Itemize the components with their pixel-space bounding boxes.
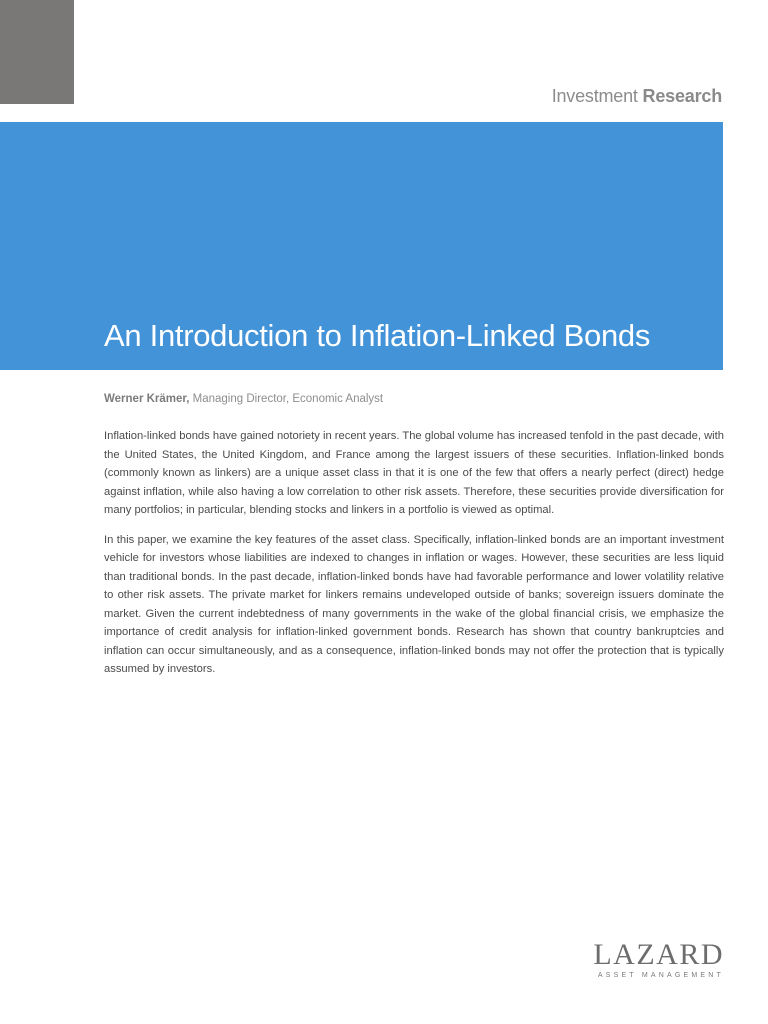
document-title bbox=[104, 318, 650, 354]
logo-subline: ASSET MANAGEMENT bbox=[597, 972, 724, 979]
author-line bbox=[104, 393, 383, 405]
lazard-logo bbox=[593, 940, 724, 979]
corner-block bbox=[0, 0, 74, 104]
document-title-light: An Introduction to bbox=[104, 318, 350, 353]
abstract-paragraph: In this paper, we examine the key features of the asset class. Specifically, inflation-linked bonds are an important investment vehicle for investors whose liabilities are indexed to changes in inflation or wages. However, these securities are less liquid than traditional bonds. In the past decade, inflation-linked bonds have had favorable performance and lower volatility relative to other risk assets. The private market for linkers remains undeveloped outside of banks; sovereign issuers dominate the market. Given the current indebtedness of many governments in the wake of the global financial crisis, we emphasize the importance of credit analysis for inflation-linked government bonds. Research has shown that country bankruptcies and inflation can occur simultaneously, and as a consequence, inflation-linked bonds may not offer the protection that is typically assumed by investors. bbox=[104, 533, 724, 675]
document-title-strong: Inflation-Linked Bonds bbox=[349, 318, 651, 353]
series-label-light: Investment bbox=[551, 86, 638, 106]
author-name: Werner Krämer, bbox=[104, 393, 190, 405]
series-label bbox=[552, 86, 722, 107]
series-label-bold: Research bbox=[642, 86, 722, 106]
author-role: Managing Director, Economic Analyst bbox=[189, 393, 384, 405]
abstract bbox=[104, 427, 724, 690]
abstract-paragraph: Inflation-linked bonds have gained notoriety in recent years. The global volume has increased tenfold in the past decade, with the United States, the United Kingdom, and France among the largest issuers of these securities. Inflation-linked bonds (commonly known as linkers) are a unique asset class in that it is one of the few that offers a nearly perfect (direct) hedge against inflation, while also having a low correlation to other risk assets. Therefore, these securities provide diversification for many portfolios; in particular, blending stocks and linkers in a portfolio is viewed as optimal. bbox=[104, 430, 724, 516]
logo-wordmark: LAZARD bbox=[593, 938, 724, 971]
